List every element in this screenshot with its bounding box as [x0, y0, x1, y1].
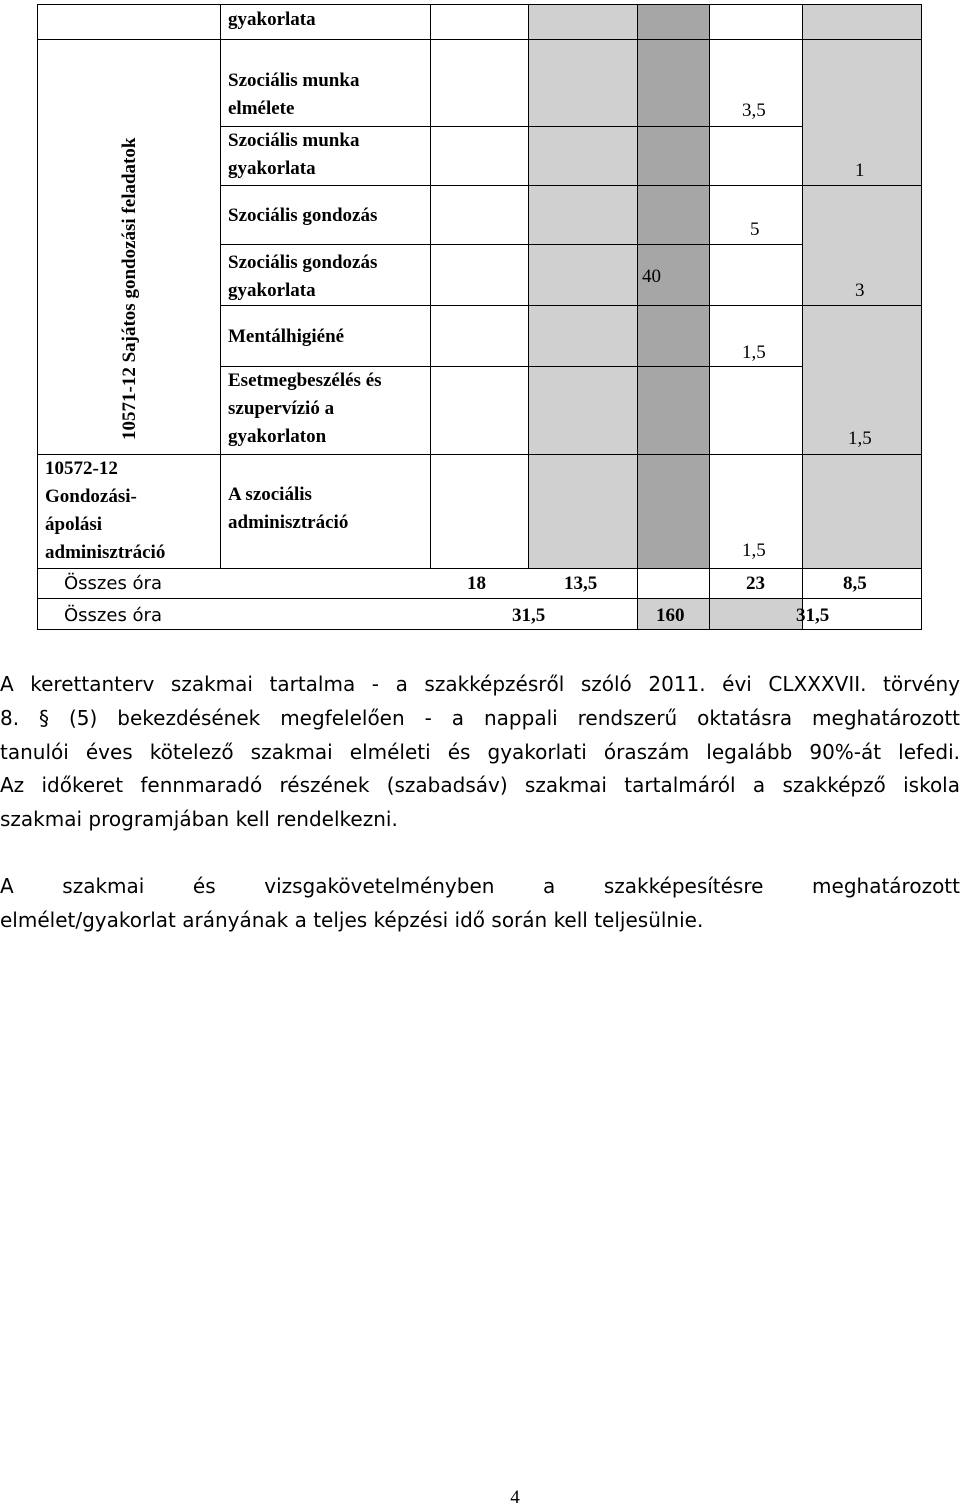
- value-1: 1: [855, 160, 865, 181]
- paragraph-1-line-2: 8. § (5) bekezdésének megfelelően - a nappali rendszerű oktatásra meghatározott: [0, 706, 960, 730]
- value-1-5-adminisztracio: 1,5: [742, 540, 766, 561]
- total-row-1-label: Összes óra: [64, 573, 162, 594]
- subject-esetmegbeszeles-3: gyakorlaton: [228, 426, 327, 447]
- paragraph-1-line-3: tanulói éves kötelező szakmai elméleti és gyakorlati óraszám legalább 90%-át lefedi.: [0, 740, 960, 764]
- value-1-5-mentalhigiene: 1,5: [742, 342, 766, 363]
- subject-szocialis-munka-elmelete-2: elmélete: [228, 98, 295, 119]
- module-label-10572: 10572-12 Gondozási- ápolási adminisztráció: [45, 458, 166, 563]
- subject-szocialis-munka-gyakorlata-1: Szociális munka: [228, 130, 360, 151]
- module-label-10571: 10571-12 Sajátos gondozási feladatok: [119, 137, 140, 440]
- total-row-1-c1: 18: [467, 573, 486, 594]
- total-row-2-c1: 31,5: [512, 605, 546, 626]
- subject-szocialis-gondozas-gyakorlata-2: gyakorlata: [228, 280, 316, 301]
- subject-szocialis-gondozas: Szociális gondozás: [228, 205, 378, 226]
- value-5: 5: [750, 219, 760, 240]
- subject-esetmegbeszeles-2: szupervízió a: [228, 398, 335, 419]
- value-3-5: 3,5: [742, 100, 766, 121]
- value-3: 3: [855, 280, 865, 301]
- total-row-1-c3: 23: [746, 573, 765, 594]
- paragraph-1-line-4: Az időkeret fennmaradó részének (szabadsáv) szakmai tartalmáról a szakképző iskola: [0, 773, 960, 797]
- curriculum-table: [0, 0, 960, 640]
- top-row-label: gyakorlata: [228, 9, 316, 30]
- shade-row-total-2b: [709, 598, 802, 630]
- shade-col-4: [528, 4, 637, 568]
- total-row-2-c3: 31,5: [796, 605, 830, 626]
- subject-szocialis-gondozas-gyakorlata-1: Szociális gondozás: [228, 252, 378, 273]
- subject-adminisztracio-1: A szociális: [228, 484, 312, 505]
- paragraph-1-line-5: szakmai programjában kell rendelkezni.: [0, 807, 398, 831]
- paragraph-2-line-2: elmélet/gyakorlat arányának a teljes képzési idő során kell teljesülnie.: [0, 908, 704, 932]
- total-row-1-c2: 13,5: [564, 573, 598, 594]
- total-row-1-c4: 8,5: [843, 573, 867, 594]
- total-row-2-label: Összes óra: [64, 605, 162, 626]
- paragraph-2-line-1: A szakmai és vizsgakövetelményben a szakképesítésre meghatározott: [0, 874, 960, 898]
- subject-adminisztracio-2: adminisztráció: [228, 512, 349, 533]
- value-1-5-esetmegbeszeles: 1,5: [848, 428, 872, 449]
- total-row-2-c2: 160: [656, 605, 685, 626]
- subject-szocialis-munka-gyakorlata-2: gyakorlata: [228, 158, 316, 179]
- subject-mentalhigiene: Mentálhigiéné: [228, 326, 345, 347]
- value-40: 40: [642, 266, 661, 287]
- subject-esetmegbeszeles-1: Esetmegbeszélés és: [228, 370, 382, 391]
- paragraph-1-line-1: A kerettanterv szakmai tartalma - a szakképzésről szóló 2011. évi CLXXXVII. törvény: [0, 672, 960, 696]
- page-number: 4: [510, 1487, 520, 1508]
- subject-szocialis-munka-elmelete-1: Szociális munka: [228, 70, 360, 91]
